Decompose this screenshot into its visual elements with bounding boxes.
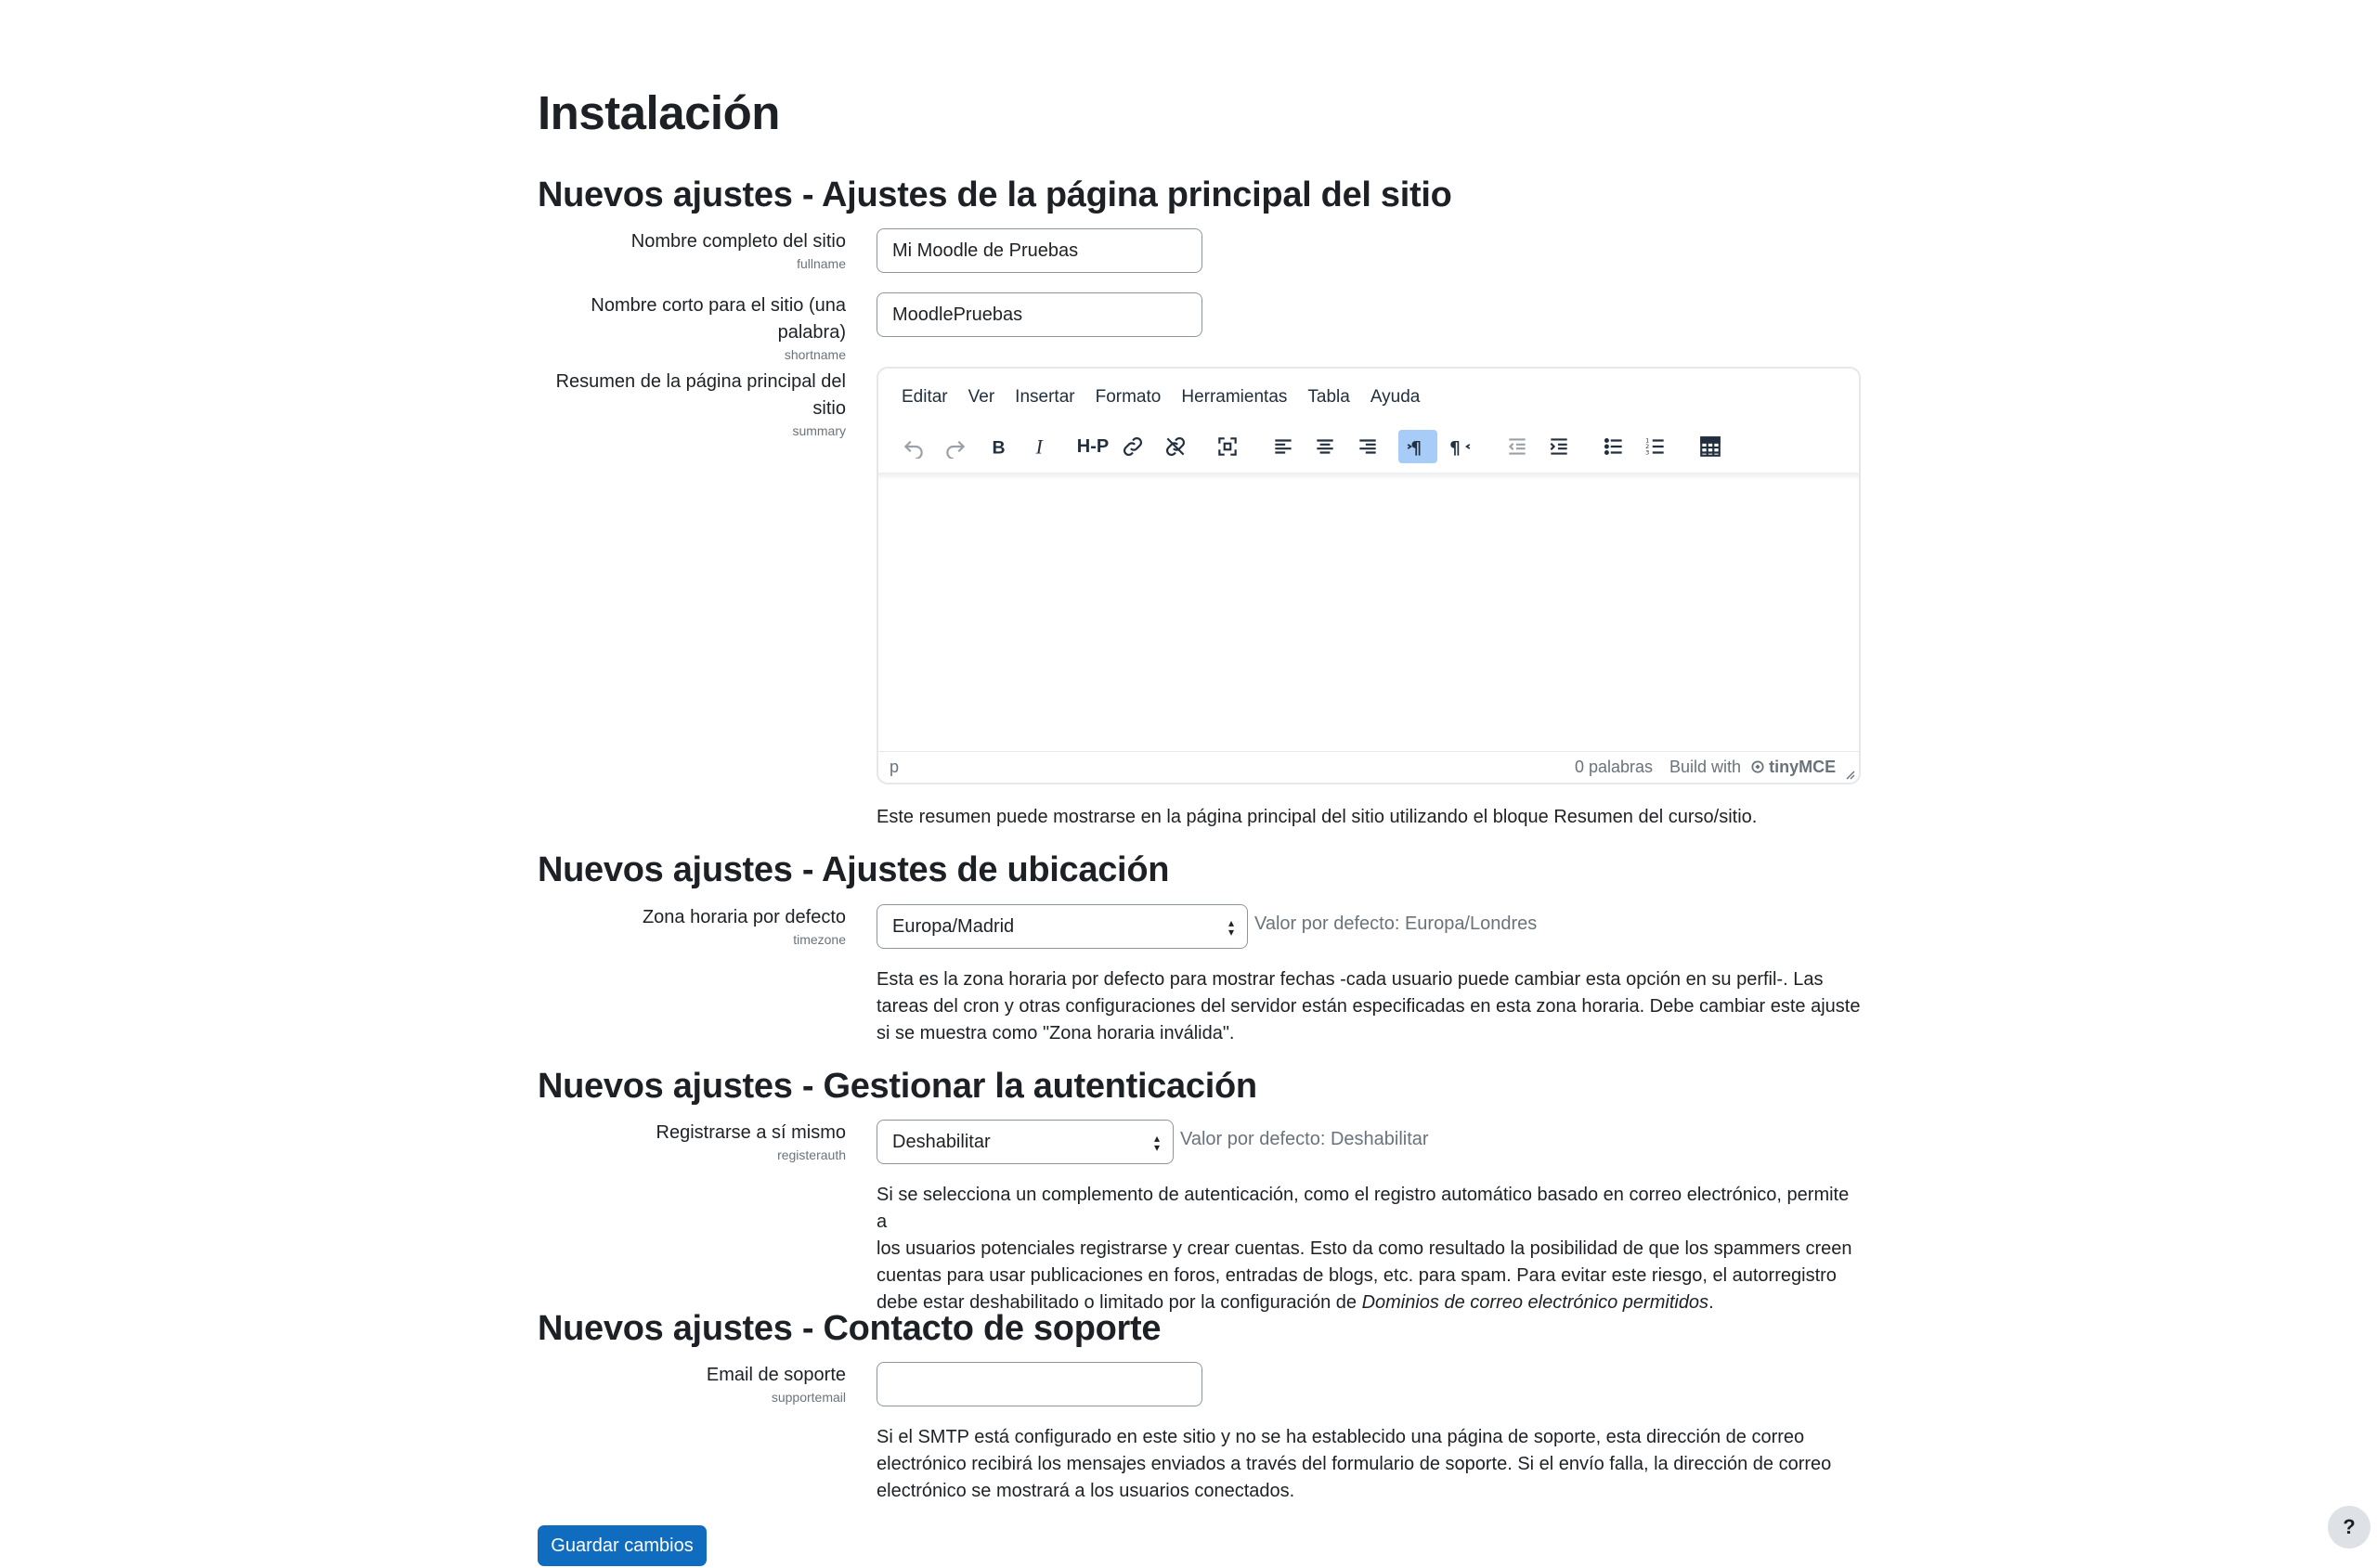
fullname-label: Nombre completo del sitio (630, 231, 846, 252)
supportemail-description (877, 1424, 1861, 1505)
section-heading-support: Nuevos ajustes - Contacto de soporte (538, 1309, 1162, 1348)
svg-text:¶: ¶ (1410, 438, 1422, 459)
summary-editor (877, 367, 1861, 784)
supportemail-key: supportemail (771, 1390, 846, 1405)
link-icon[interactable] (1116, 430, 1150, 463)
numbered-list-icon[interactable] (1639, 430, 1672, 463)
timezone-label-group (538, 904, 846, 948)
help-button[interactable]: ? (2328, 1506, 2371, 1549)
allowed-domains-setting: Dominios de correo electrónico permitidos (1361, 1292, 1709, 1313)
timezone-description-line2: tareas del cron y otras configuraciones del servidor están especificadas en esta zona horaria. Debe cambiar este ajuste (877, 996, 1861, 1017)
undo-icon[interactable] (897, 430, 930, 463)
timezone-default: Valor por defecto: Europa/Londres (1254, 914, 1538, 934)
align-right-icon[interactable] (1351, 430, 1384, 463)
summary-label-line2: sitio (812, 398, 846, 419)
save-changes-button[interactable]: Guardar cambios (538, 1525, 707, 1566)
timezone-key: timezone (793, 932, 846, 947)
registerauth-description (877, 1182, 1861, 1316)
menu-tabla[interactable]: Tabla (1307, 387, 1350, 407)
section-heading-location: Nuevos ajustes - Ajustes de ubicación (538, 850, 1170, 889)
timezone-description-line1: Esta es la zona horaria por defecto para mostrar fechas -cada usuario puede cambiar esta opción en su perfil-. Las (877, 969, 1824, 990)
page-title: Instalación (538, 86, 780, 139)
fullscreen-icon[interactable] (1211, 430, 1244, 463)
supportemail-label: Email de soporte (706, 1365, 846, 1385)
registerauth-select-value: Deshabilitar (892, 1131, 991, 1152)
svg-text:¶: ¶ (1449, 438, 1461, 459)
menu-editar[interactable]: Editar (902, 387, 948, 407)
ltr-icon[interactable] (1398, 430, 1437, 463)
supportemail-label-group (538, 1362, 846, 1406)
tinymce-logo-icon (1751, 760, 1764, 773)
timezone-description (877, 966, 1861, 1047)
brand-prefix: Build with (1669, 758, 1742, 776)
fullname-key: fullname (797, 256, 846, 271)
editor-toolbar (897, 430, 1844, 463)
timezone-description-line3: si se muestra como "Zona horaria inválida". (877, 1023, 1235, 1043)
brand-name: tinyMCE (1769, 758, 1837, 776)
section-heading-auth: Nuevos ajustes - Gestionar la autenticación (538, 1067, 1257, 1106)
editor-element-path[interactable]: p (890, 758, 900, 776)
resize-handle-icon[interactable] (1844, 769, 1855, 780)
editor-menubar (902, 387, 1440, 408)
outdent-icon[interactable] (1500, 430, 1534, 463)
timezone-select[interactable] (877, 904, 1248, 949)
svg-text:1: 1 (1645, 436, 1650, 445)
timezone-select-value: Europa/Madrid (892, 915, 1015, 937)
summary-description: Este resumen puede mostrarse en la página principal del sitio utilizando el bloque Resumen del curso/sitio. (877, 807, 1758, 827)
shortname-label-line1: Nombre corto para el sitio (una (591, 295, 846, 316)
supportemail-description-line2: electrónico recibirá los mensajes enviados a través del formulario de soporte. Si el envío falla, la dirección de correo (877, 1454, 1832, 1474)
registerauth-description-suffix: . (1708, 1292, 1714, 1313)
h5p-icon[interactable]: H-P (1076, 435, 1110, 457)
svg-text:I: I (1035, 435, 1043, 459)
editor-branding[interactable] (1669, 758, 1836, 777)
registerauth-description-line2: los usuarios potenciales registrarse y crear cuentas. Esto da como resultado la posibilidad de que los spammers creen (877, 1238, 1852, 1259)
editor-content-area[interactable] (878, 480, 1859, 753)
summary-label-line1: Resumen de la página principal del (555, 371, 846, 392)
indent-icon[interactable] (1542, 430, 1576, 463)
redo-icon[interactable] (939, 430, 972, 463)
svg-text:B: B (992, 437, 1006, 459)
menu-formato[interactable]: Formato (1095, 387, 1162, 407)
registerauth-description-line3: cuentas para usar publicaciones en foros, entradas de blogs, etc. para spam. Para evitar este riesgo, el autorregistro (877, 1265, 1837, 1286)
registerauth-key: registerauth (777, 1147, 846, 1162)
bullet-list-icon[interactable] (1597, 430, 1630, 463)
svg-text:2: 2 (1645, 443, 1650, 451)
editor-word-count[interactable]: 0 palabras (1575, 758, 1654, 776)
supportemail-description-line1: Si el SMTP está configurado en este sitio y no se ha establecido una página de soporte, esta dirección de correo (877, 1427, 1805, 1447)
registerauth-label-group (538, 1120, 846, 1163)
menu-herramientas[interactable]: Herramientas (1181, 387, 1288, 407)
fullname-input[interactable]: Mi Moodle de Pruebas (877, 228, 1202, 273)
summary-label-group (538, 369, 846, 439)
rtl-icon[interactable] (1443, 430, 1476, 463)
unlink-icon[interactable] (1159, 430, 1192, 463)
registerauth-select[interactable] (877, 1120, 1174, 1164)
menu-ver[interactable]: Ver (968, 387, 995, 407)
registerauth-description-line1: Si se selecciona un complemento de autenticación, como el registro automático basado en correo electrónico, permite a (877, 1185, 1850, 1232)
registerauth-label: Registrarse a sí mismo (656, 1122, 846, 1143)
supportemail-input[interactable] (877, 1362, 1202, 1406)
fullname-label-group (538, 228, 846, 272)
summary-key: summary (792, 423, 846, 438)
shortname-label-group (538, 292, 846, 363)
align-left-icon[interactable] (1266, 430, 1300, 463)
registerauth-description-prefix: debe estar deshabilitado o limitado por la configuración de (877, 1292, 1362, 1313)
select-arrows-icon: ▴ ▾ (1227, 916, 1234, 939)
italic-icon[interactable] (1023, 430, 1057, 463)
svg-text:3: 3 (1645, 448, 1650, 457)
shortname-label-line2: palabra) (777, 322, 846, 343)
table-icon[interactable] (1694, 430, 1727, 463)
timezone-label: Zona horaria por defecto (642, 907, 846, 927)
align-center-icon[interactable] (1308, 430, 1342, 463)
menu-ayuda[interactable]: Ayuda (1370, 387, 1421, 407)
editor-statusbar (878, 751, 1859, 783)
toolbar-shadow (878, 473, 1859, 480)
registerauth-default: Valor por defecto: Deshabilitar (1180, 1129, 1429, 1149)
section-heading-front-page: Nuevos ajustes - Ajustes de la página principal del sitio (538, 175, 1452, 214)
supportemail-description-line3: electrónico se mostrará a los usuarios conectados. (877, 1481, 1295, 1501)
bold-icon[interactable] (981, 430, 1015, 463)
menu-insertar[interactable]: Insertar (1015, 387, 1075, 407)
shortname-input[interactable]: MoodlePruebas (877, 292, 1202, 337)
shortname-key: shortname (784, 347, 846, 362)
select-arrows-icon: ▴ ▾ (1153, 1132, 1160, 1154)
